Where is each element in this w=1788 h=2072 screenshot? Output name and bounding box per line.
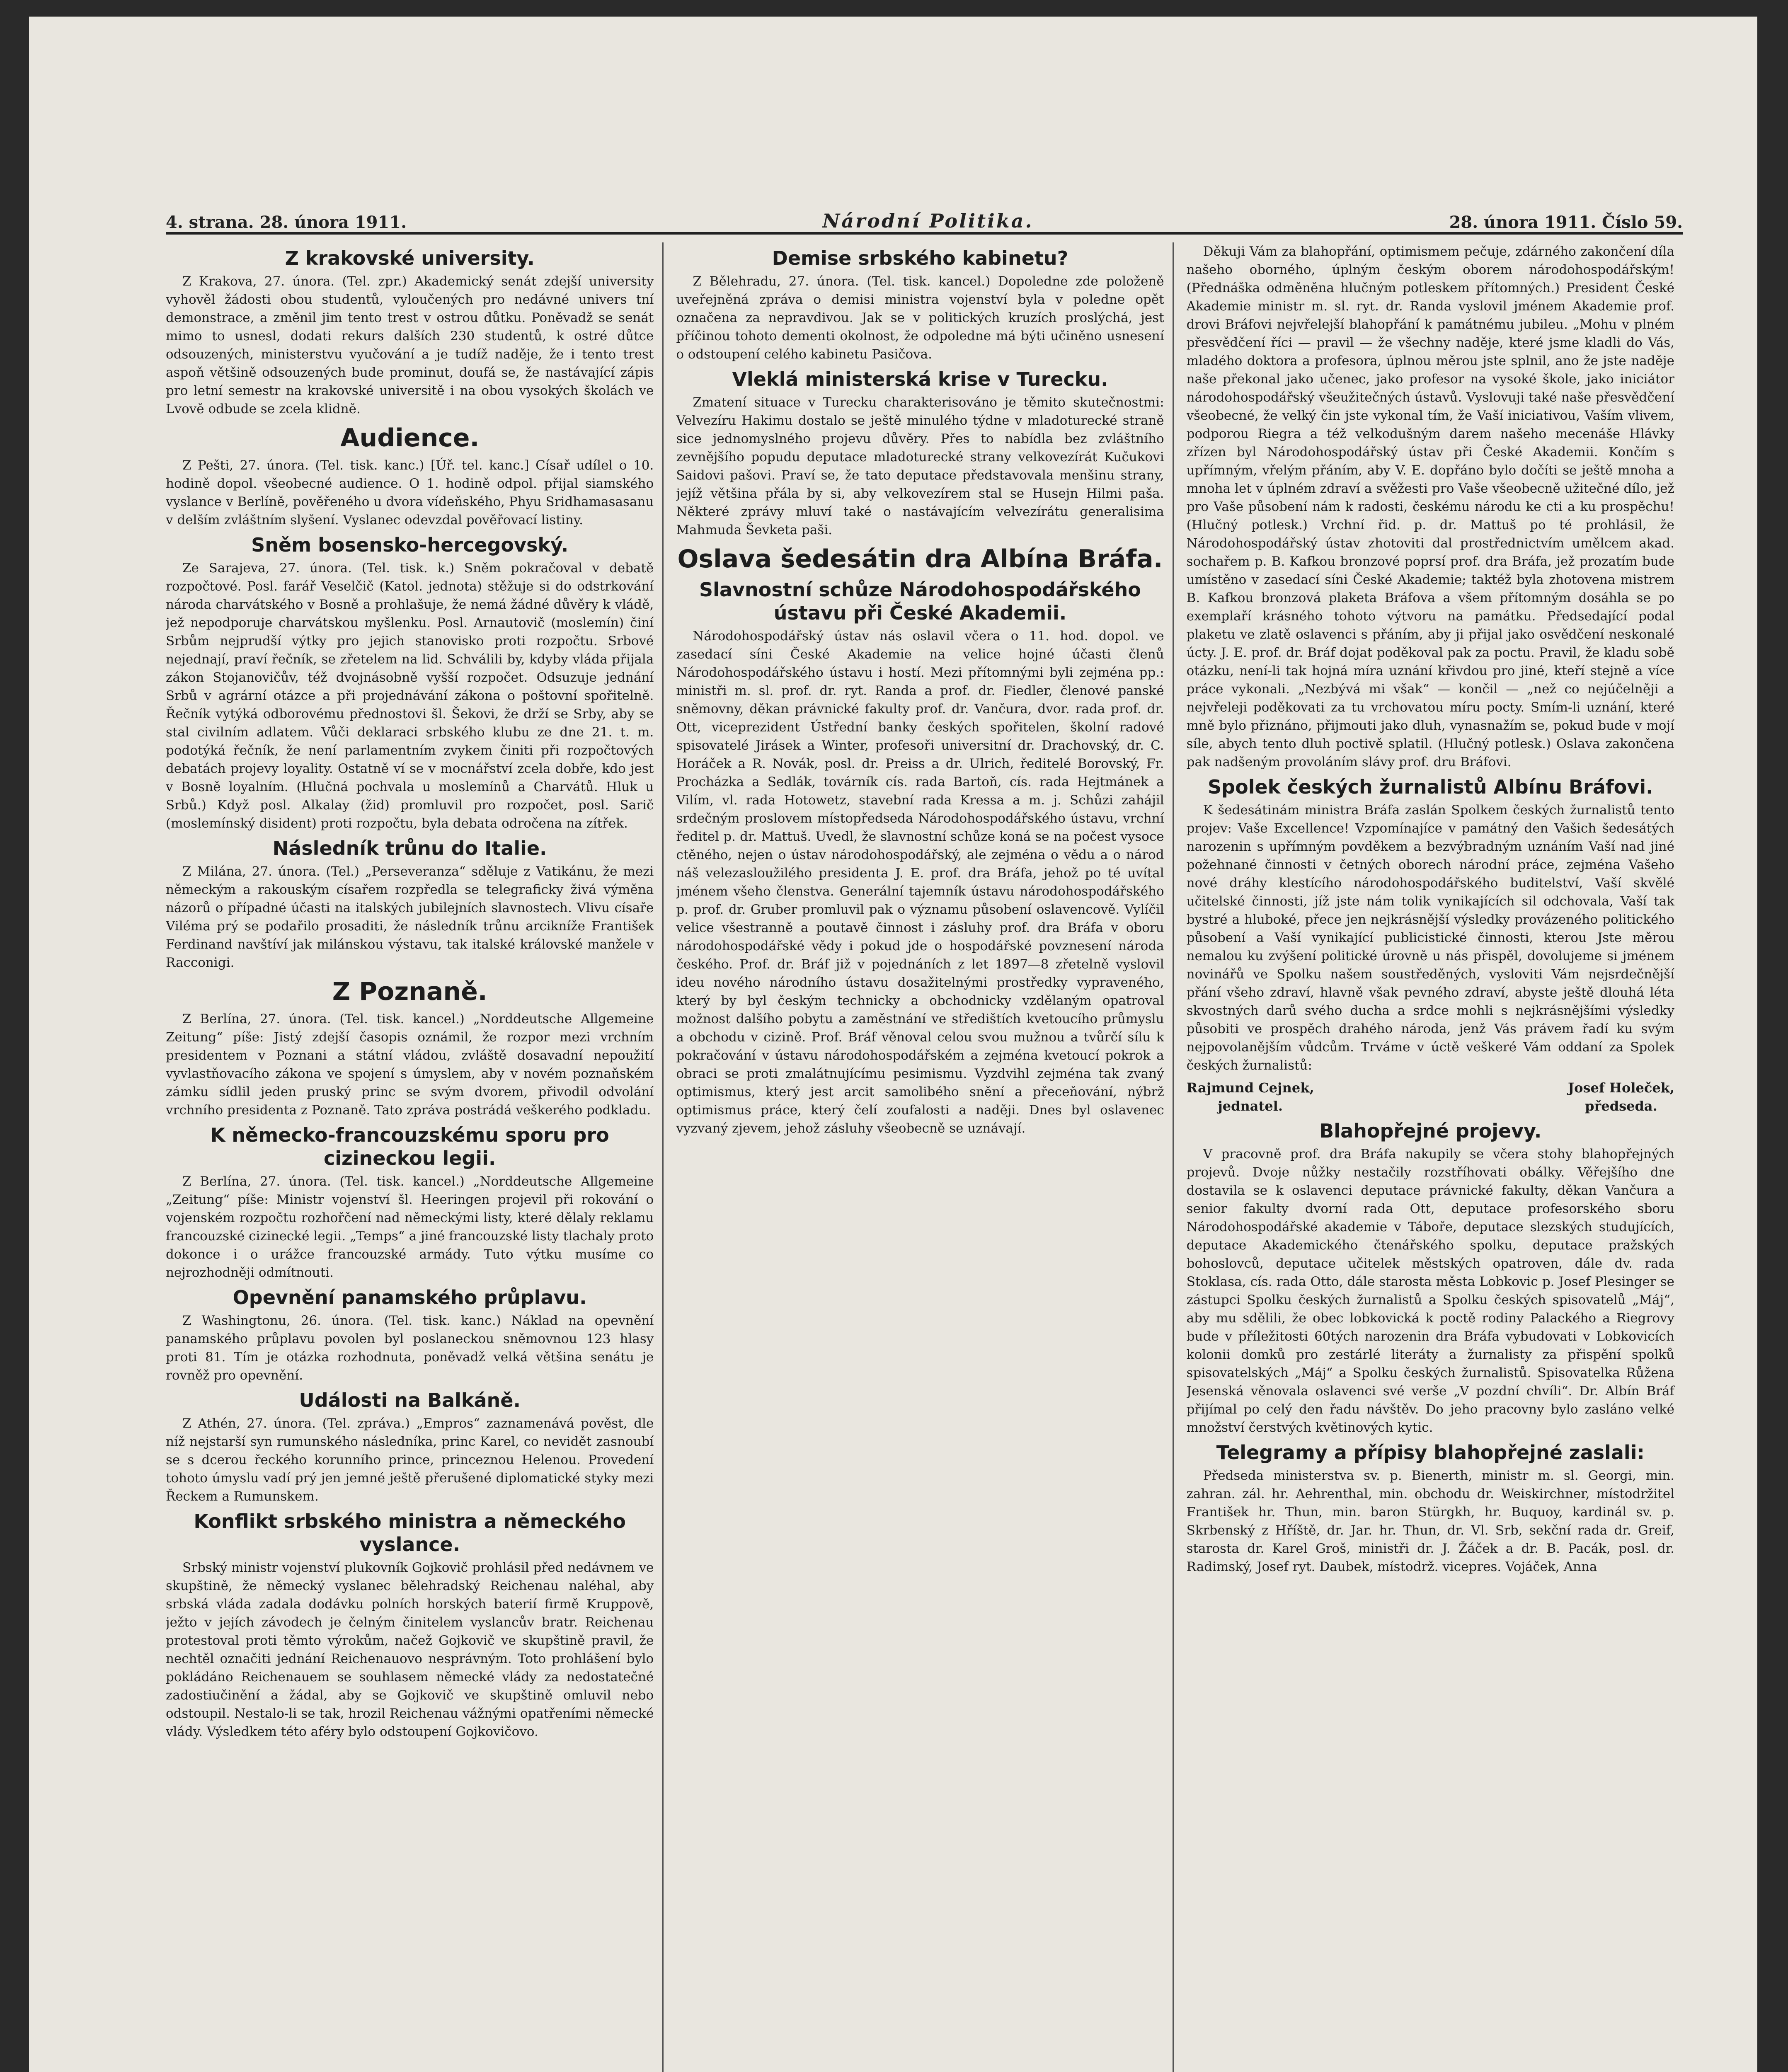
article-text: Z Milána, 27. února. (Tel.) „Perseveranza“ sděluje z Vatikánu, že mezi německým a rakouským císařem rozpředla se telegraficky živá výměna názorů o případné účasti na italských jubilejních slavnostech. Vlivu císaře Viléma prý se podařilo prosaditi, že následník trůnu arcikníže František Ferdinand navštíví jak milánskou výstavu, tak italské královské manžele v Racconigi. [166, 864, 654, 970]
headline: Události na Balkáně. [299, 1389, 521, 1411]
column-2 [676, 242, 1174, 2072]
page-header [166, 191, 1683, 235]
headline: Oslava šedesátin dra Albína Bráfa. [677, 545, 1163, 574]
signature-name: Josef Holeček, [1568, 1080, 1674, 1096]
article-text: Ze Sarajeva, 27. února. (Tel. tisk. k.) Sněm pokračoval v debatě rozpočtové. Posl. farář Veselčič (Katol. jednota) stěžuje si do odstrkování národa charvátského v Bosně a prohlašuje, že nemá žádné důvěry k vládě, jež nepodporuje charvátskou myšlenku. Posl. Arnautovič (moslemín) činí Srbům nejprudší výtky pro jejich stanovisko proti rozpočtu. Srbové nejednají, praví řečník, se zřetelem na lid. Schválili by, kdyby vláda přijala zákon Stojanovičův, též dvojnásobně vyšší rozpočet. Odsuzuje jednání Srbů v agrární otázce a při projednávání zákona o poštovní spořitelně. Řečník vytýká odborovému přednostovi šl. Šekovi, že drží se Srby, aby se stal civilním adlatem. Vůči deklaraci srbského klubu ze dne 21. t. m. podotýká řečník, že není parlamentním zvykem činiti při rozpočtových debatách projevy loyality. Ostatně ví se v mocnářství zcela dobře, kdo jest v Bosně loyalním. (Hlučná pochvala u moslemínů a Charvátů. Hluk u Srbů.) Když posl. Alkalay (žid) promluvil pro rozpočet, posl. Sarič (moslemínský disident) proti rozpočtu, byla debata odročena na zítřek. [166, 561, 654, 831]
article-text: Z Athén, 27. února. (Tel. zpráva.) „Empros“ zaznamenává pověst, dle níž nejstarší syn rumunského následníka, princ Karel, co nevidět zasnoubí se s dcerou řeckého korunního prince, princeznou Helenou. Provedení tohoto úmyslu vadí prý jen jemné ještě přerušené diplomatické styky mezi Řeckem a Rumunskem. [166, 1416, 654, 1504]
header-right: 28. února 1911. Číslo 59. [1449, 213, 1683, 232]
headline: K německo-francouzskému sporu pro cizineckou legii. [210, 1124, 609, 1169]
article-text: K šedesátinám ministra Bráfa zaslán Spolkem českých žurnalistů tento projev: Vaše Excellence! Vzpomínajíce v památný den Vašich šedesátých narozenin s upřímným povděkem a bezvýbradným uznáním Vaší nad jiné požehnané činnosti v četných oborech národní práce, zejména Vašeho nové dráhy klestícího národohospodářského buditelství, Vaší skvělé učitelské činnosti, jíž jste nám tolik vynikajících sil odchovala, Vaší tak bystré a hluboké, přece jen nejkrásnější výsledky provázeného politického působení a Vaší vynikající publicistické činnosti, kterou Jste měrou nemalou ku zvýšení politické úrovně u nás přispěl, dovolujeme si jménem novinářů ve Spolku našem soustředěných, vysloviti Vám nejsrdečnější přání všeho zdraví, hlavně však pevného zdraví, abyste ještě dlouhá léta skvostných darů svého ducha a srdce mohli s nejkrásnějšími výsledky působiti ve prospěch drahého národa, jenž Vás právem řadí ku svým nejpovolanějším vůdcům. Trváme v úctě veškeré Vám oddaní za Spolek českých žurnalistů: [1186, 803, 1674, 1073]
article-text: V pracovně prof. dra Bráfa nakupily se včera stohy blahopřejných projevů. Dvoje nůžky nestačily rozstříhovati obálky. Věřejšího dne dostavila se k oslavenci deputace právnické fakulty, děkan Vančura a senior fakulty dvorní rada Ott, deputace profesorského sboru Národohospodářské akademie v Táboře, deputace slezských studujících, deputace Akademického čtenářského spolku, deputace pražských bohoslovců, deputace učitelek městských opatroven, dále dv. rada Stoklasa, cís. rada Otto, dále starosta města Lobkovic p. Josef Plesinger se zástupci Spolku českých žurnalistů a Spolku českých spisovatelů „Máj“, aby mu sdělili, že obec lobkovická k poctě rodiny Palackého a Riegrovy bude v příležitosti 60tých narozenin dra Bráfa vybudovati v Lobkovicích kolonii domků pro zestárlé literáty a žurnalisty za přispění spolků spisovatelských „Máj“ a Spolku českých žurnalistů. Spisovatelka Růžena Jesenská věnovala oslavenci své verše „V pozdní chvíli“. Dr. Albín Bráf přijímal po celý den řadu návštěv. Do jeho pracovny bylo zasláno velké množství čerstvých květinových kytic. [1186, 1147, 1674, 1435]
column-1 [166, 242, 664, 2072]
signature-role: předseda. [1585, 1098, 1657, 1114]
header-left: 4. strana. 28. února 1911. [166, 213, 407, 232]
signature-name: Rajmund Cejnek, [1186, 1080, 1314, 1096]
article-text: Z Krakova, 27. února. (Tel. zpr.) Akademický senát zdejší university vyhověl žádosti obou studentů, vyloučených pro nedávné univers tní demonstrace, a změnil jim tento trest v ostrou důtku. Poněvadž se senát mimo to usnesl, dodati rekurs dalších 230 studentů, k ostré důtce odsouzených, ministerstvu vyučování a je tudíž naděje, že i tento trest aspoň většině odsouzených bude prominut, doufá se, že nastávající zápis pro letní semestr na krakovské universitě i na obou vysokých školách ve Lvově odbude se zcela klidně. [166, 274, 654, 416]
headline: Opevnění panamského průplavu. [233, 1286, 587, 1309]
article-text: Národohospodářský ústav nás oslavil včera o 11. hod. dopol. ve zasedací síni České Akademie na velice hojné účasti členů Národohospodářského ústavu i hostí. Mezi přítomnými byli zejména pp.: ministři m. sl. prof. dr. ryt. Randa a prof. dr. Fiedler, členové panské sněmovny, děkan právnické fakulty prof. dr. Vančura, dvor. rada prof. dr. Ott, viceprezident Ústřední banky českých spořitelen, školní radové spisovatelé Jirásek a Winter, profesoři universitní dr. Drachovský, dr. C. Horáček a R. Novák, posl. dr. Preiss a dr. Ulrich, ředitelé Borovský, Fr. Procházka a Sedlák, továrník cís. rada Bartoň, cís. rada Hejtmánek a Vilím, vl. rada Hotowetz, stavební rada Kressa a m. j. Schůzi zahájil srdečným proslovem místopředseda Národohospodářského ústavu, vrchní ředitel p. dr. Mattuš. Uvedl, že slavnostní schůze koná se na počest vysoce ctěného, nejen o ústav národohospodářský, ale zejména o vědu a o národ náš velezasloužilého presidenta J. E. prof. dra Bráfa, jehož po té uvítal jménem všeho členstva. Generální tajemník ústavu národohospodářského p. prof. dr. Gruber promluvil pak o významu působení oslavencově. Vylíčil velice všestranně a poutavě činnost i zásluhy prof. dra Bráfa v oboru národohospodářské vědy i pokud jde o hospodářské povznesení národa českého. Prof. dr. Bráf již v pojednáních z let 1897—8 zřetelně vyslovil ideu nového národního ústavu dosažitelnými prostředky vypraveného, který by byl českým technicky a obchodnicky vzdělaným opatroval možnost dalšího pobytu a zaměstnání ve středištích kvetoucího průmyslu a obchodu v cizině. Prof. Bráf věnoval celou svou mužnou a tvůrčí sílu k pokračování v ústavu národohospodářském a zejména kvetoucí pokrok a obraci se proti zmalátnujícímu pesimismu. Vyzdvihl zejména tak zvaný optimismus, který jest arcit samolibého snění a přeceňování, nýbrž optimismus práce, který čelí zoufalosti a naději. Dnes byl oslavenec vyzvaný zjevem, jehož zásluhy všeobecně se uznávají. [676, 629, 1164, 1136]
article-text: Zmatení situace v Turecku charakterisováno je těmito skutečnostmi: Velvezíru Hakimu dostalo se ještě minulého týdne v mladoturecké straně sice jednomyslného projevu důvěry. Přes to nabídla bez zvláštního zevnějšího popudu deputace mladoturecké strany velkovezírát Kučukovi Saidovi pašovi. Praví se, že tato deputace představovala menšinu strany, jejíž většina přála by si, aby velkovezírem stal se Husejn Hilmi paša. Některé zprávy mluví také o nastávajícím velvezírátu generalisima Mahmuda Ševketa paši. [676, 395, 1164, 537]
headline: Z Poznaně. [332, 977, 487, 1006]
columns [166, 242, 1683, 2072]
headline: Telegramy a přípisy blahopřejné zaslali: [1216, 1441, 1645, 1464]
signature-role: jednatel. [1218, 1098, 1283, 1114]
article-text: Z Berlína, 27. února. (Tel. tisk. kancel.) „Norddeutsche Allgemeine Zeitung“ píše: Jistý zdejší časopis oznámil, že rozpor mezi vrchním presidentem v Poznani a státní vládou, zvláště dosavadní nepoužití vyvlastňovacího zákona ve spojení s úmyslem, aby v novém poznaňském zámku sídlil jeden pruský princ se svým dvorem, přivodil odvolání vrchního presidenta z Poznaně. Tato zpráva postrádá veškerého podkladu. [166, 1012, 654, 1118]
headline: Z krakovské university. [285, 247, 535, 269]
headline: Sněm bosensko-hercegovský. [251, 534, 569, 556]
headline: Blahopřejné projevy. [1319, 1120, 1542, 1142]
article-text: Z Washingtonu, 26. února. (Tel. tisk. kanc.) Náklad na opevnění panamského průplavu povolen byl poslaneckou sněmovnou 123 hlasy proti 81. Tím je otázka rozhodnuta, poněvadž velká většina senátu je rovněž pro opevnění. [166, 1313, 654, 1383]
signature [1187, 1079, 1314, 1115]
column-3 [1187, 242, 1683, 2072]
article-text: Předseda ministerstva sv. p. Bienerth, ministr m. sl. Georgi, min. zahran. zál. hr. Aehrenthal, min. obchodu dr. Weiskirchner, místodržitel František hr. Thun, min. baron Stürgkh, hr. Buquoy, kardinál sv. p. Skrbenský z Hříště, dr. Jar. hr. Thun, dr. Vl. Srb, sekční rada dr. Greif, starosta dr. Karel Groš, ministři dr. J. Žáček a dr. B. Pacák, posl. dr. Radimský, Josef ryt. Daubek, místodrž. vicepres. Vojáček, Anna [1186, 1468, 1674, 1574]
headline: Spolek českých žurnalistů Albínu Bráfovi. [1208, 776, 1653, 798]
subheadline: Slavnostní schůze Národohospodářského ústavu při České Akademii. [699, 579, 1141, 624]
headline: Konflikt srbského ministra a německého vyslance. [194, 1510, 626, 1556]
signature [1568, 1079, 1674, 1115]
article-text: Z Bělehradu, 27. února. (Tel. tisk. kancel.) Dopoledne zde položeně uveřejněná zpráva o demisi ministra vojenství byla v poledne opět označena za nepravdivou. Jak se v politických kruzích proslýchá, jest příčinou tohoto dementi okolnost, že odpoledne má býti učiněno usnesení o odstoupení celého kabinetu Pasičova. [676, 274, 1164, 362]
article-text: Z Berlína, 27. února. (Tel. tisk. kancel.) „Norddeutsche Allgemeine „Zeitung“ píše: Ministr vojenství šl. Heeringen projevil při rokování o vojenském rozpočtu rozhořčení nad německými listy, které dělaly reklamu francouzské cizinecké legii. „Temps“ a jiné francouzské listy tlachaly proto dokonce i o urážce francouzské armády. Tuto výtku musíme co nejrozhodněji odmítnouti. [166, 1174, 654, 1280]
article-text: Děkuji Vám za blahopřání, optimismem pečuje, zdárného zakončení díla našeho oborného, úplným českým oborem národohospodářským! (Přednáška odměněna hlučným potleskem přítomných.) President České Akademie ministr m. sl. ryt. dr. Randa vyslovil jménem Akademie prof. drovi Bráfovi nejvřelejší blahopřání k památnému jubileu. „Mohu v plném přesvědčení říci — pravil — že všechny naděje, které jsme kladli do Vás, mladého doktora a profesora, úplnou měrou jste splnil, ano že jste naděje naše překonal jako učenec, jako profesor na vysoké škole, jako iniciátor národohospodářský všeužitečných ústavů. Vyslovuji také naše přesvědčení všeobecné, že velký čin jste vykonal tím, že Vaší iniciativou, Vaším vlivem, podporou Riegra a též velkodušným darem našeho mecenáše Hlávky zřízen byl Národohospodářský ústav při České Akademii. Končím s upřímným, vřelým přáním, aby V. E. dopřáno bylo dočíti se ještě mnoha a mnoha let v úplném zdraví a svěžesti pro Vaše všeobecně užitečné dílo, jež pro Vaše působení nám k radosti, českému národu ke cti a ku prospěchu! (Hlučný potlesk.) Vrchní řid. p. dr. Mattuš po té prohlásil, že Národohospodářský ústav zhotoviti dal prostřednictvím umělcem akad. sochařem p. B. Kafkou bronzové poprsí prof. dra Bráfa, jež prozatím bude umístěno v zasedací síni České Akademie; taktéž byla zhotovena mistrem B. Kafkou bronzová plaketa Bráfova a všem přítomným dosáhla se po exemplaří krásného tohoto výtvoru na památku. Předsedající podal plaketu ve zlatě oslavenci s přáním, aby ji přijal jako osvědčení neskonalé úcty. J. E. prof. dr. Bráf dojat poděkoval pak za poctu. Pravil, že kladu sobě otázku, není-li tak hojná míra uznání křivdou pro jiné, kteří stejně a více práce vykonali. „Nezbývá mi však“ — končil — „než co nejúčelněji a nejvřeleji poděkovati za tu vrchovatou míru pocty. Smím-li uznání, které mně bylo přiznáno, přijmouti jako dluh, vynasnažím se, pokud bude v mojí síle, abych tento dluh poctivě splatil. (Hlučný potlesk.) Oslava zakončena pak nadšeným provoláním slávy prof. dru Bráfovi. [1186, 244, 1674, 770]
newspaper-page [29, 17, 1757, 2072]
headline: Demise srbského kabinetu? [772, 247, 1068, 269]
headline: Vleklá ministerská krise v Turecku. [732, 368, 1108, 390]
headline: Audience. [340, 424, 480, 453]
article-text: Srbský ministr vojenství plukovník Gojkovič prohlásil před nedávnem ve skupštině, že německý vyslanec bělehradský Reichenau naléhal, aby srbská vláda zadala dodávku polních horských baterií firmě Kruppově, ježto v jejích závodech je čelným činitelem vyslancův bratr. Reichenau protestoval proti těmto výrokům, načež Gojkovič ve skupštině pravil, že nechtěl označiti jednání Reichenauovo nesprávným. Toto prohlášení bylo pokládáno Reichenauem se souhlasem německé vlády za nedostatečné zadostiučinění a žádal, aby se Gojkovič ve skupštině omluvil nebo odstoupil. Nestalo-li se tak, hrozil Reichenau vážnými opatřeními německé vlády. Výsledkem této aféry bylo odstoupení Gojkovičovo. [166, 1560, 654, 1739]
article-text: Z Pešti, 27. února. (Tel. tisk. kanc.) [Úř. tel. kanc.] Císař udílel o 10. hodině dopol. všeobecné audience. O 1. hodině odpol. přijal siamského vyslance v Berlíně, pověřeného u dvora vídeňského, Phyu Sridhamasasanu v delším zvláštním slyšení. Vyslanec odevzdal pověřovací listiny. [166, 458, 654, 528]
masthead: Národní Politika. [822, 210, 1034, 232]
headline: Následník trůnu do Italie. [272, 837, 547, 859]
signature-block [1187, 1079, 1674, 1115]
